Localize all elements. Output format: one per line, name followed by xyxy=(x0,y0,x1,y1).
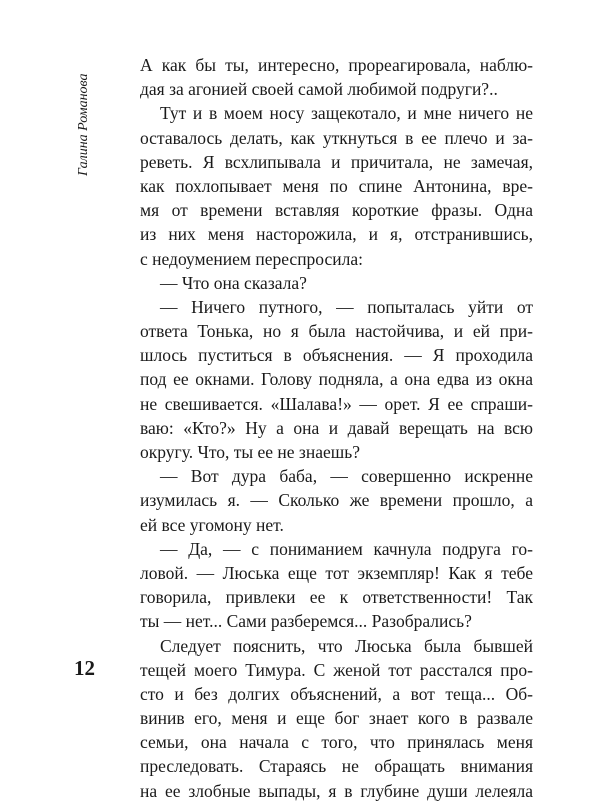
text-line: реветь. Я всхлипывала и причитала, не замечая, xyxy=(140,151,533,172)
running-header-author: Галина Романова xyxy=(76,73,91,176)
text-line: дая за агонией своей самой любимой подруги?.. xyxy=(140,79,498,100)
text-line: как похлопывает меня по спине Антонина, вре- xyxy=(140,175,533,196)
text-line: под ее окнами. Голову подняла, а она едва из окна xyxy=(140,369,533,390)
text-line: ответа Тонька, но я была настойчива, и ей при- xyxy=(140,321,533,342)
text-line: мя от времени вставляя короткие фразы. Одна xyxy=(140,200,533,221)
text-line: оставалось делать, как уткнуться в ее плечо и за- xyxy=(140,127,533,148)
page-body-text xyxy=(140,53,533,803)
text-line: Следует пояснить, что Люська была бывшей xyxy=(160,635,533,656)
text-line: сто и без долгих объяснений, а вот теща... Об- xyxy=(140,683,533,704)
text-line: ты — нет... Сами разберемся... Разобрались? xyxy=(140,611,472,632)
text-line: тещей моего Тимура. С женой тот расстался про- xyxy=(140,659,533,680)
text-line: говорила, привлеки ее к ответственности! Так xyxy=(140,587,533,608)
text-line: — Что она сказала? xyxy=(160,272,307,293)
text-line: ловой. — Люська еще тот экземпляр! Как я тебе xyxy=(140,562,533,583)
text-line: — Вот дура баба, — совершенно искренне xyxy=(160,466,533,487)
text-line: изумилась я. — Сколько же времени прошло, а xyxy=(140,490,533,511)
text-line: на ее злобные выпады, я в глубине души лелеяла xyxy=(140,780,533,801)
text-line: винив его, меня и еще бог знает кого в развале xyxy=(140,708,533,729)
page-number: 12 xyxy=(74,656,95,680)
text-line: А как бы ты, интересно, прореагировала, наблю- xyxy=(140,55,533,75)
text-line: — Да, — с пониманием качнула подруга го- xyxy=(160,538,533,559)
text-line: — Ничего путного, — попыталась уйти от xyxy=(160,296,533,317)
text-line: шлось пуститься в объяснения. — Я проходила xyxy=(140,345,533,366)
text-line: ей все угомону нет. xyxy=(140,514,284,535)
text-line: преследовать. Стараясь не обращать внимания xyxy=(140,756,533,777)
text-line: не свешивается. «Шалава!» — орет. Я ее спраши- xyxy=(140,393,533,414)
text-line: ваю: «Кто?» Ну а она и давай верещать на всю xyxy=(140,417,533,438)
text-line: округу. Что, ты ее не знаешь? xyxy=(140,442,360,462)
text-line: с недоумением переспросила: xyxy=(140,248,363,269)
text-line: семьи, она начала с того, что принялась меня xyxy=(140,732,533,753)
text-line: из них меня насторожила, и я, отстранившись, xyxy=(140,224,533,245)
text-line: Тут и в моем носу защекотало, и мне ничего не xyxy=(160,103,533,124)
